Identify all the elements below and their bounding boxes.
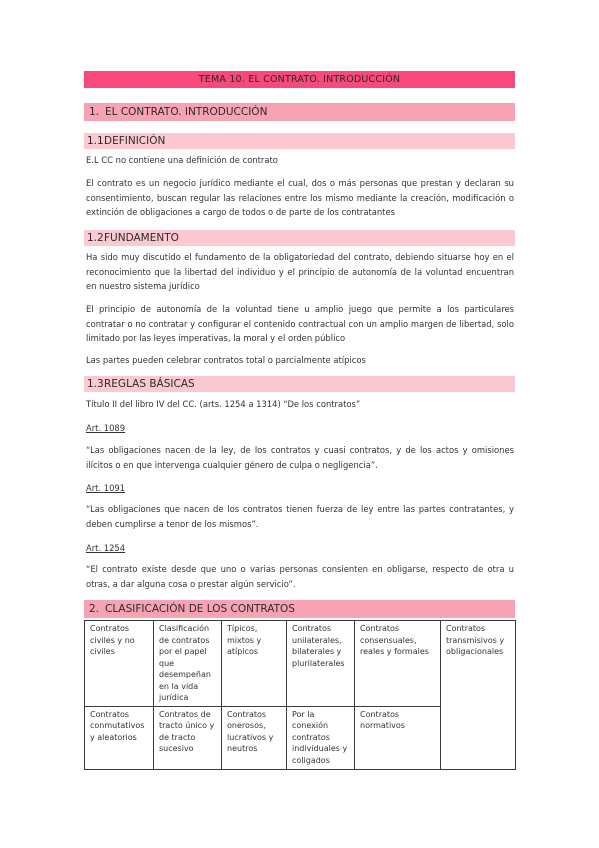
paragraph-reglas: Título II del libro IV del CC. (arts. 1254 a 1314) “De los contratos” — [86, 399, 361, 409]
section-title: REGLAS BÁSICAS — [104, 378, 195, 390]
section-title: EL CONTRATO. INTRODUCCIÓN — [105, 106, 268, 118]
table-cell: Clasificación de contratos por el papel que desempeñan en la vida jurídica — [154, 621, 222, 707]
quote-article-1254: “El contrato existe desde que uno o varias personas consienten en obligarse, respecto de otra u otras, a dar alguna cosa o prestar algún servicio”. — [86, 564, 514, 589]
table-cell: Contratos conmutativos y aleatorios — [85, 706, 154, 769]
article-label-1091: Art. 1091 — [86, 483, 126, 493]
section-number: 1. — [89, 106, 100, 118]
table-cell: Contratos transmisivos y obligacionales — [441, 621, 516, 770]
paragraph-definition-1: E.L CC no contiene una definición de contrato — [86, 155, 278, 165]
paragraph-fundamento-2: El principio de autonomía de la voluntad tiene u amplio juego que permite a los particulares contratar o no contratar y configurar el contenido contractual con un amplio margen de libertad, solo limitado por las leyes imperativas, la moral y el orden público — [86, 304, 514, 344]
section-title: DEFINICIÓN — [104, 135, 166, 147]
section-number: 1.2. — [87, 232, 108, 244]
heading-section-2 — [84, 600, 515, 618]
article-label-1089: Art. 1089 — [86, 423, 126, 433]
table-cell: Contratos civiles y no civiles — [85, 621, 154, 707]
heading-section-1-1 — [84, 133, 515, 149]
table-cell: Contratos unilaterales, bilaterales y plurilaterales — [287, 621, 355, 707]
table-cell: Contratos de tracto único y de tracto sucesivo — [154, 706, 222, 769]
paragraph-definition-2: El contrato es un negocio jurídico mediante el cual, dos o más personas que prestan y declaran su consentimiento, buscan regular las relaciones entre los mismo mediante la creación, modificación o extinción de obligaciones a cargo de todos o de parte de los contratantes — [86, 178, 514, 218]
heading-section-1 — [84, 103, 515, 121]
heading-section-1-2 — [84, 230, 515, 246]
table-row — [85, 621, 516, 707]
paragraph-fundamento-3: Las partes pueden celebrar contratos total o parcialmente atípicos — [86, 355, 366, 365]
section-number: 1.3. — [87, 378, 108, 390]
document-title: TEMA 10. EL CONTRATO. INTRODUCCIÓN — [84, 71, 515, 88]
section-title: FUNDAMENTO — [104, 232, 179, 244]
table-cell: Contratos onerosos, lucrativos y neutros — [222, 706, 287, 769]
table-cell: Contratos normativos — [355, 706, 441, 769]
quote-article-1091: “Las obligaciones que nacen de los contratos tienen fuerza de ley entre las partes contratantes, y deben cumplirse a tenor de los mismos”. — [86, 504, 514, 529]
table-cell: Típicos, mixtos y atípicos — [222, 621, 287, 707]
classification-table — [84, 620, 516, 770]
section-number: 1.1. — [87, 135, 108, 147]
article-label-1254: Art. 1254 — [86, 543, 126, 553]
heading-section-1-3 — [84, 376, 515, 392]
paragraph-fundamento-1: Ha sido muy discutido el fundamento de la obligatoriedad del contrato, debiendo situarse hoy en el reconocimiento que la libertad del individuo y el principio de autonomía de la voluntad encuentran en nuestro sistema jurídico — [86, 252, 514, 292]
section-number: 2. — [89, 603, 100, 615]
quote-article-1089: “Las obligaciones nacen de la ley, de los contratos y cuasi contratos, y de los actos y omisiones ilícitos o en que intervenga cualquier género de culpa o negligencia”. — [86, 445, 514, 470]
table-cell: Por la conexión contratos individuales y coligados — [287, 706, 355, 769]
table-cell: Contratos consensuales, reales y formales — [355, 621, 441, 707]
section-title: CLASIFICACIÓN DE LOS CONTRATOS — [105, 603, 295, 615]
